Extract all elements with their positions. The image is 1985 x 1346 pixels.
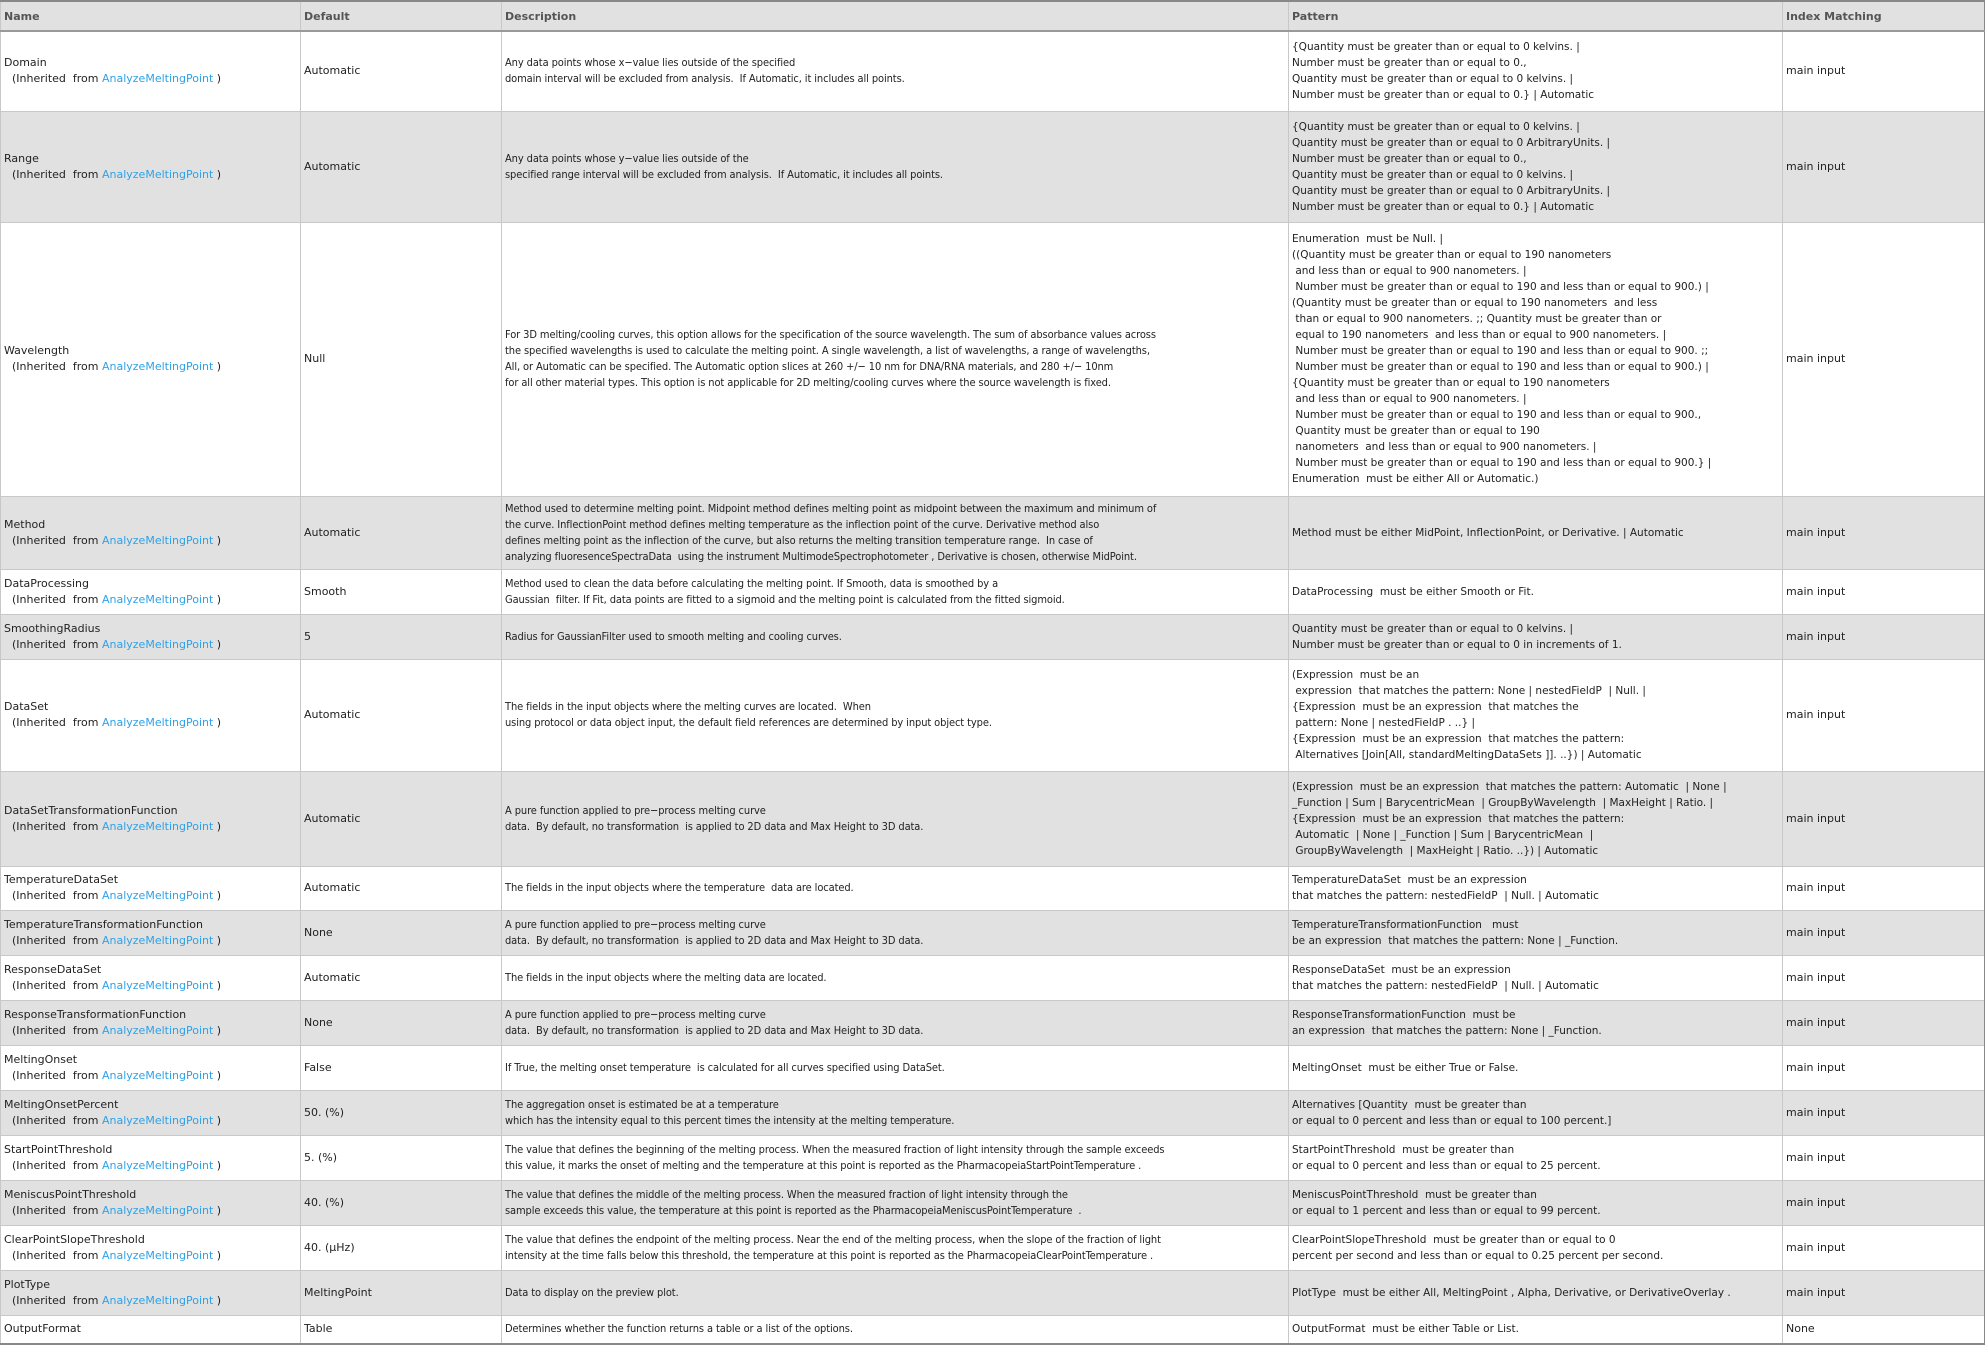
- table-row: [1, 659, 1985, 771]
- description-text: If True, the melting onset temperature is calculated for all curves specified using DataSet.: [502, 1045, 1289, 1090]
- inherited-prefix: (Inherited from: [12, 889, 102, 902]
- default-value: Automatic: [301, 955, 502, 1000]
- inherited-note: [4, 1113, 297, 1129]
- table-row: [1, 910, 1985, 955]
- inherited-prefix: (Inherited from: [12, 1293, 102, 1307]
- default-value: Automatic: [301, 496, 502, 569]
- description-text: Data to display on the preview plot.: [502, 1270, 1289, 1315]
- index-matching-value: main input: [1783, 1045, 1985, 1090]
- analyze-melting-point-link[interactable]: AnalyzeMeltingPoint: [101, 360, 214, 373]
- inherited-note: [4, 1248, 297, 1264]
- pattern-text: (Expression must be an expression that matches the pattern: Automatic | None | _Function | Sum | BarycentricMean | GroupByWavelength | MaxHeight | Ratio. | {Expression must be an expression that matches the pattern: Automatic | None | _Function | Sum | BarycentricMean | GroupByWavelength | MaxHeight | Ratio. ..}) | Automatic: [1289, 771, 1783, 866]
- default-value: Automatic: [301, 866, 502, 910]
- option-name: TemperatureDataSet: [4, 873, 119, 886]
- inherited-suffix: ): [213, 1068, 222, 1082]
- option-name: MeltingOnsetPercent: [4, 1097, 119, 1111]
- inherited-note: [4, 592, 297, 608]
- default-value: Automatic: [301, 771, 502, 866]
- column-header-pattern: Pattern: [1289, 1, 1783, 31]
- inherited-note: [4, 1293, 297, 1309]
- inherited-suffix: ): [213, 1203, 222, 1217]
- column-header-description: Description: [502, 1, 1289, 31]
- inherited-note: [4, 715, 297, 731]
- inherited-note: [4, 933, 297, 949]
- description-text: A pure function applied to pre−process melting curve data. By default, no transformation is applied to 2D data and Max Height to 3D data.: [502, 771, 1289, 866]
- inherited-suffix: ): [213, 1113, 222, 1127]
- pattern-text: StartPointThreshold must be greater than or equal to 0 percent and less than or equal to 25 percent.: [1289, 1135, 1783, 1180]
- pattern-text: PlotType must be either All, MeltingPoint , Alpha, Derivative, or DerivativeOverlay .: [1289, 1270, 1783, 1315]
- option-name-cell: [1, 111, 301, 222]
- table-row: [1, 1270, 1985, 1315]
- pattern-text: Method must be either MidPoint, InflectionPoint, or Derivative. | Automatic: [1289, 496, 1783, 569]
- option-name-cell: [1, 1180, 301, 1225]
- index-matching-value: main input: [1783, 659, 1985, 771]
- column-header-index-matching: Index Matching: [1783, 1, 1985, 31]
- table-row: [1, 1045, 1985, 1090]
- index-matching-value: main input: [1783, 955, 1985, 1000]
- default-value: 40. (%): [301, 1180, 502, 1225]
- description-text: Method used to clean the data before calculating the melting point. If Smooth, data is smoothed by a Gaussian filter. If Fit, data points are fitted to a sigmoid and the melting point is calculated from the fitted sigmoid.: [502, 569, 1289, 614]
- pattern-text: (Expression must be an expression that matches the pattern: None | nestedFieldP | Null. | {Expression must be an expression that matches the pattern: None | nestedFieldP . ..} | {Expression must be an expression that matches the pattern: Alternatives [Join[All, standardMeltingDataSets ]]. ..}) | Automatic: [1289, 659, 1783, 771]
- inherited-suffix: ): [213, 889, 222, 902]
- table-row: [1, 771, 1985, 866]
- inherited-note: [4, 819, 297, 835]
- option-name: DataSet: [4, 700, 49, 713]
- description-text: Any data points whose y−value lies outside of the specified range interval will be excluded from analysis. If Automatic, it includes all points.: [502, 111, 1289, 222]
- description-text: Radius for GaussianFilter used to smooth melting and cooling curves.: [502, 614, 1289, 659]
- table-header-row: [1, 1, 1985, 31]
- analyze-melting-point-link[interactable]: AnalyzeMeltingPoint: [101, 637, 214, 651]
- analyze-melting-point-link[interactable]: AnalyzeMeltingPoint: [101, 1068, 214, 1082]
- table-row: [1, 496, 1985, 569]
- pattern-text: ClearPointSlopeThreshold must be greater than or equal to 0 percent per second and less than or equal to 0.25 percent per second.: [1289, 1225, 1783, 1270]
- default-value: None: [301, 1000, 502, 1045]
- inherited-suffix: ): [213, 592, 222, 606]
- index-matching-value: main input: [1783, 614, 1985, 659]
- index-matching-value: main input: [1783, 1000, 1985, 1045]
- index-matching-value: main input: [1783, 1225, 1985, 1270]
- table-row: [1, 1225, 1985, 1270]
- description-text: The fields in the input objects where the melting curves are located. When using protocol or data object input, the default field references are determined by input object type.: [502, 659, 1289, 771]
- inherited-prefix: (Inherited from: [12, 1113, 102, 1127]
- inherited-note: [4, 637, 297, 653]
- inherited-prefix: (Inherited from: [12, 167, 102, 181]
- default-value: 40. (μHz): [301, 1225, 502, 1270]
- default-value: False: [301, 1045, 502, 1090]
- option-name-cell: [1, 1135, 301, 1180]
- inherited-note: [4, 1068, 297, 1084]
- table-row: [1, 614, 1985, 659]
- inherited-suffix: ): [213, 978, 222, 992]
- index-matching-value: main input: [1783, 1270, 1985, 1315]
- index-matching-value: main input: [1783, 771, 1985, 866]
- column-header-default: Default: [301, 1, 502, 31]
- description-text: Any data points whose x−value lies outside of the specified domain interval will be excluded from analysis. If Automatic, it includes all points.: [502, 31, 1289, 111]
- pattern-text: {Quantity must be greater than or equal to 0 kelvins. | Number must be greater than or equal to 0., Quantity must be greater than or equal to 0 kelvins. | Number must be greater than or equal to 0.} | Automatic: [1289, 31, 1783, 111]
- pattern-text: ResponseDataSet must be an expression that matches the pattern: nestedFieldP | Null. | Automatic: [1289, 955, 1783, 1000]
- option-name: DataSetTransformationFunction: [4, 803, 178, 817]
- analyze-melting-point-link[interactable]: AnalyzeMeltingPoint: [101, 1248, 214, 1262]
- analyze-melting-point-link[interactable]: AnalyzeMeltingPoint: [101, 1293, 214, 1307]
- inherited-prefix: (Inherited from: [12, 1068, 102, 1082]
- inherited-note: [4, 1158, 297, 1174]
- index-matching-value: main input: [1783, 866, 1985, 910]
- description-text: A pure function applied to pre−process melting curve data. By default, no transformation is applied to 2D data and Max Height to 3D data.: [502, 910, 1289, 955]
- default-value: Smooth: [301, 569, 502, 614]
- index-matching-value: main input: [1783, 1135, 1985, 1180]
- inherited-note: [4, 71, 297, 87]
- default-value: Automatic: [301, 31, 502, 111]
- table-row: [1, 569, 1985, 614]
- description-text: The fields in the input objects where the melting data are located.: [502, 955, 1289, 1000]
- table-row: [1, 1090, 1985, 1135]
- analyze-melting-point-link[interactable]: AnalyzeMeltingPoint: [101, 533, 214, 547]
- pattern-text: Alternatives [Quantity must be greater than or equal to 0 percent and less than or equal to 100 percent.]: [1289, 1090, 1783, 1135]
- inherited-prefix: (Inherited from: [12, 1203, 102, 1217]
- inherited-suffix: ): [213, 1248, 222, 1262]
- inherited-suffix: ): [213, 1293, 222, 1307]
- pattern-text: ResponseTransformationFunction must be an expression that matches the pattern: None | _Function.: [1289, 1000, 1783, 1045]
- inherited-prefix: (Inherited from: [12, 1248, 102, 1262]
- option-name: MeltingOnset: [4, 1052, 78, 1066]
- analyze-melting-point-link[interactable]: AnalyzeMeltingPoint: [101, 72, 214, 86]
- inherited-suffix: ): [213, 533, 222, 547]
- pattern-text: TemperatureDataSet must be an expression that matches the pattern: nestedFieldP | Null. | Automatic: [1289, 866, 1783, 910]
- analyze-melting-point-link[interactable]: AnalyzeMeltingPoint: [101, 167, 214, 181]
- index-matching-value: None: [1783, 1315, 1985, 1344]
- table-row: [1, 31, 1985, 111]
- option-name-cell: [1, 1315, 301, 1344]
- option-name: MeniscusPointThreshold: [4, 1187, 137, 1201]
- default-value: Automatic: [301, 659, 502, 771]
- inherited-note: [4, 888, 297, 904]
- analyze-melting-point-link[interactable]: AnalyzeMeltingPoint: [101, 1023, 214, 1037]
- description-text: The value that defines the middle of the melting process. When the measured fraction of light intensity through the sample exceeds this value, the temperature at this point is reported as the PharmacopeiaMeniscusPointTemperature .: [502, 1180, 1289, 1225]
- description-text: A pure function applied to pre−process melting curve data. By default, no transformation is applied to 2D data and Max Height to 3D data.: [502, 1000, 1289, 1045]
- option-name-cell: [1, 1045, 301, 1090]
- table-row: [1, 1000, 1985, 1045]
- inherited-suffix: ): [213, 1158, 222, 1172]
- description-text: The value that defines the endpoint of the melting process. Near the end of the melting process, when the slope of the fraction of light intensity at the time falls below this threshold, the temperature at this point is reported as the PharmacopeiaClearPointTemperature .: [502, 1225, 1289, 1270]
- inherited-prefix: (Inherited from: [12, 592, 102, 606]
- option-name-cell: [1, 866, 301, 910]
- inherited-suffix: ): [213, 716, 222, 729]
- inherited-suffix: ): [213, 933, 222, 947]
- default-value: MeltingPoint: [301, 1270, 502, 1315]
- pattern-text: MeniscusPointThreshold must be greater than or equal to 1 percent and less than or equal to 99 percent.: [1289, 1180, 1783, 1225]
- table-row: [1, 955, 1985, 1000]
- description-text: Method used to determine melting point. Midpoint method defines melting point as midpoint between the maximum and minimum of the curve. InflectionPoint method defines melting temperature as the inflection point of the curve. Derivative method also defines melting point as the inflection of the curve, but also returns the melting transition temperature range. In case of analyzing fluoresenceSpectraData using the instrument MultimodeSpectrophotometer , Derivative is chosen, otherwise MidPoint.: [502, 496, 1289, 569]
- description-text: For 3D melting/cooling curves, this option allows for the specification of the source wavelength. The sum of absorbance values across the specified wavelengths is used to calculate the melting point. A single wavelength, a list of wavelengths, a range of wavelengths, All, or Automatic can be specified. The Automatic option slices at 260 +/− 10 nm for DNA/RNA materials, and 280 +/− 10nm for all other material types. This option is not applicable for 2D melting/cooling curves where the source wavelength is fixed.: [502, 222, 1289, 496]
- description-text: The value that defines the beginning of the melting process. When the measured fraction of light intensity through the sample exceeds this value, it marks the onset of melting and the temperature at this point is reported as the PharmacopeiaStartPointTemperature .: [502, 1135, 1289, 1180]
- table-row: [1, 1315, 1985, 1344]
- pattern-text: OutputFormat must be either Table or List.: [1289, 1315, 1783, 1344]
- pattern-text: DataProcessing must be either Smooth or Fit.: [1289, 569, 1783, 614]
- default-value: 5: [301, 614, 502, 659]
- option-name: Range: [4, 151, 39, 165]
- analyze-melting-point-link[interactable]: AnalyzeMeltingPoint: [101, 933, 214, 947]
- option-name-cell: [1, 496, 301, 569]
- index-matching-value: main input: [1783, 31, 1985, 111]
- table-row: [1, 222, 1985, 496]
- inherited-suffix: ): [213, 819, 222, 833]
- pattern-text: MeltingOnset must be either True or False.: [1289, 1045, 1783, 1090]
- default-value: Null: [301, 222, 502, 496]
- table-row: [1, 1180, 1985, 1225]
- option-name-cell: [1, 771, 301, 866]
- default-value: 50. (%): [301, 1090, 502, 1135]
- option-name-cell: [1, 569, 301, 614]
- analyze-melting-point-link[interactable]: AnalyzeMeltingPoint: [101, 716, 214, 729]
- inherited-note: [4, 978, 297, 994]
- description-text: The fields in the input objects where the temperature data are located.: [502, 866, 1289, 910]
- inherited-prefix: (Inherited from: [12, 533, 102, 547]
- option-name-cell: [1, 1270, 301, 1315]
- table-body: [1, 31, 1985, 1344]
- default-value: None: [301, 910, 502, 955]
- inherited-prefix: (Inherited from: [12, 360, 102, 373]
- inherited-note: [4, 1023, 297, 1039]
- option-name: DataProcessing: [4, 576, 90, 590]
- inherited-note: [4, 1203, 297, 1219]
- option-name-cell: [1, 31, 301, 111]
- option-name: Wavelength: [4, 344, 70, 357]
- inherited-suffix: ): [213, 360, 222, 373]
- option-name-cell: [1, 1000, 301, 1045]
- analyze-melting-point-link[interactable]: AnalyzeMeltingPoint: [101, 978, 214, 992]
- pattern-text: TemperatureTransformationFunction must be an expression that matches the pattern: None | _Function.: [1289, 910, 1783, 955]
- option-name: Domain: [4, 56, 47, 70]
- inherited-prefix: (Inherited from: [12, 1158, 102, 1172]
- index-matching-value: main input: [1783, 222, 1985, 496]
- option-name-cell: [1, 614, 301, 659]
- index-matching-value: main input: [1783, 569, 1985, 614]
- default-value: Table: [301, 1315, 502, 1344]
- pattern-text: {Quantity must be greater than or equal to 0 kelvins. | Quantity must be greater than or equal to 0 ArbitraryUnits. | Number must be greater than or equal to 0., Quantity must be greater than or equal to 0 kelvins. | Quantity must be greater than or equal to 0 ArbitraryUnits. | Number must be greater than or equal to 0.} | Automatic: [1289, 111, 1783, 222]
- table-row: [1, 1135, 1985, 1180]
- inherited-prefix: (Inherited from: [12, 72, 102, 86]
- option-name: ResponseDataSet: [4, 962, 102, 976]
- table-row: [1, 111, 1985, 222]
- option-name: SmoothingRadius: [4, 621, 101, 635]
- pattern-text: Quantity must be greater than or equal to 0 kelvins. | Number must be greater than or equal to 0 in increments of 1.: [1289, 614, 1783, 659]
- analyze-melting-point-link[interactable]: AnalyzeMeltingPoint: [101, 592, 214, 606]
- inherited-prefix: (Inherited from: [12, 978, 102, 992]
- pattern-text: Enumeration must be Null. | ((Quantity must be greater than or equal to 190 nanometers and less than or equal to 900 nanometers. | Number must be greater than or equal to 190 and less than or equal to 900.) | (Quantity must be greater than or equal to 190 nanometers and less than or equal to 900 nanometers. ;; Quantity must be greater than or equal to 190 nanometers and less than or equal to 900 nanometers. | Number must be greater than or equal to 190 and less than or equal to 900. ;; Number must be greater than or equal to 190 and less than or equal to 900.) | {Quantity must be greater than or equal to 190 nanometers and less than or equal to 900 nanometers. | Number must be greater than or equal to 190 and less than or equal to 900., Quantity must be greater than or equal to 190 nanometers and less than or equal to 900 nanometers. | Number must be greater than or equal to 190 and less than or equal to 900.} | Enumeration must be either All or Automatic.): [1289, 222, 1783, 496]
- description-text: Determines whether the function returns a table or a list of the options.: [502, 1315, 1289, 1344]
- option-name: TemperatureTransformationFunction: [4, 917, 203, 931]
- option-name: ClearPointSlopeThreshold: [4, 1232, 145, 1246]
- index-matching-value: main input: [1783, 1090, 1985, 1135]
- index-matching-value: main input: [1783, 1180, 1985, 1225]
- inherited-suffix: ): [213, 167, 222, 181]
- analyze-melting-point-link[interactable]: AnalyzeMeltingPoint: [101, 889, 214, 902]
- option-name-cell: [1, 222, 301, 496]
- analyze-melting-point-link[interactable]: AnalyzeMeltingPoint: [101, 1203, 214, 1217]
- index-matching-value: main input: [1783, 496, 1985, 569]
- inherited-note: [4, 533, 297, 549]
- inherited-suffix: ): [213, 72, 222, 86]
- inherited-note: [4, 359, 297, 375]
- analyze-melting-point-link[interactable]: AnalyzeMeltingPoint: [101, 1158, 214, 1172]
- description-text: The aggregation onset is estimated be at a temperature which has the intensity equal to this percent times the intensity at the melting temperature.: [502, 1090, 1289, 1135]
- default-value: 5. (%): [301, 1135, 502, 1180]
- inherited-prefix: (Inherited from: [12, 933, 102, 947]
- inherited-prefix: (Inherited from: [12, 637, 102, 651]
- inherited-prefix: (Inherited from: [12, 1023, 102, 1037]
- option-name: ResponseTransformationFunction: [4, 1007, 187, 1021]
- inherited-note: [4, 167, 297, 183]
- option-name: PlotType: [4, 1277, 50, 1291]
- table-row: [1, 866, 1985, 910]
- inherited-prefix: (Inherited from: [12, 819, 102, 833]
- option-name-cell: [1, 910, 301, 955]
- inherited-prefix: (Inherited from: [12, 716, 102, 729]
- option-name-cell: [1, 1090, 301, 1135]
- option-name-cell: [1, 659, 301, 771]
- option-name-cell: [1, 955, 301, 1000]
- default-value: Automatic: [301, 111, 502, 222]
- analyze-melting-point-link[interactable]: AnalyzeMeltingPoint: [101, 1113, 214, 1127]
- option-name-cell: [1, 1225, 301, 1270]
- column-header-name: Name: [1, 1, 301, 31]
- option-name: OutputFormat: [4, 1322, 81, 1336]
- option-name: StartPointThreshold: [4, 1142, 113, 1156]
- index-matching-value: main input: [1783, 111, 1985, 222]
- inherited-suffix: ): [213, 637, 222, 651]
- option-name: Method: [4, 517, 46, 531]
- index-matching-value: main input: [1783, 910, 1985, 955]
- inherited-suffix: ): [213, 1023, 222, 1037]
- analyze-melting-point-link[interactable]: AnalyzeMeltingPoint: [101, 819, 214, 833]
